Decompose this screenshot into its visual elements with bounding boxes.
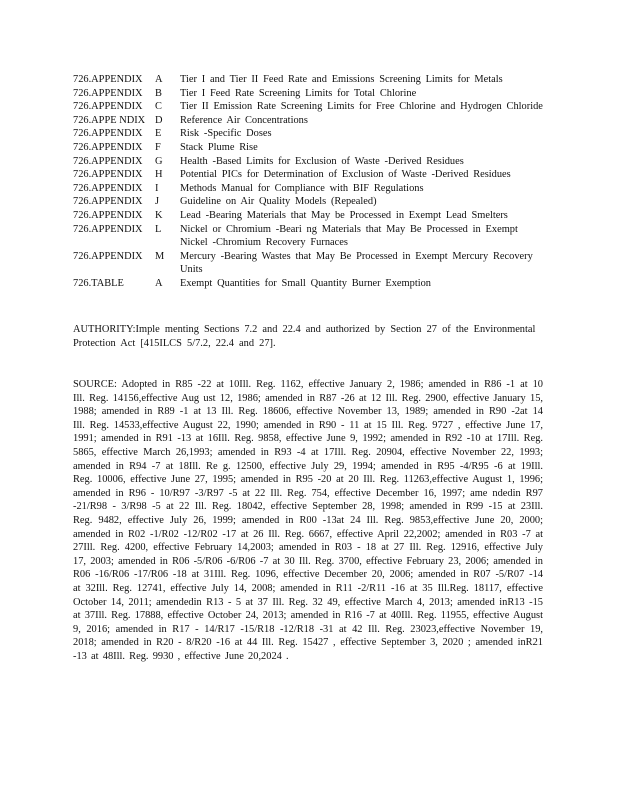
appendix-letter: J (155, 196, 160, 208)
appendix-title: Mercury -Bearing Wastes that May Be Processed in Exempt Mercury Recovery Units (180, 250, 533, 276)
appendix-letter: H (155, 169, 163, 181)
authority-note: AUTHORITY:Imple menting Sections 7.2 and 22.4 and authorized by Section 27 of the Environmental Protection Act [415ILCS 5/7.2, 22.4 and 27]. (73, 324, 536, 349)
appendix-part: 726.APPENDIX (73, 196, 143, 208)
appendix-letter: I (155, 182, 159, 194)
appendix-entry (73, 87, 543, 101)
appendix-part: 726.APPENDIX (73, 223, 143, 235)
appendix-title: Tier II Emission Rate Screening Limits for Free Chlorine and Hydrogen Chloride (180, 101, 543, 113)
appendix-part: 726.APPENDIX (73, 182, 143, 194)
appendix-entry (73, 141, 543, 155)
appendix-entry (73, 209, 543, 223)
appendix-title: Stack Plume Rise (180, 141, 258, 153)
appendix-part: 726.APPENDIX (73, 209, 143, 221)
appendix-entry (73, 277, 543, 291)
appendix-letter: C (155, 101, 162, 113)
appendix-title: Lead -Bearing Materials that May be Processed in Exempt Lead Smelters (180, 209, 508, 221)
appendix-letter: A (155, 277, 163, 289)
appendix-part: 726.APPENDIX (73, 155, 143, 167)
appendix-title: Exempt Quantities for Small Quantity Burner Exemption (180, 277, 431, 289)
appendix-letter: M (155, 250, 165, 262)
appendix-letter: B (155, 87, 162, 99)
appendix-entry (73, 182, 543, 196)
appendix-title: Tier I and Tier II Feed Rate and Emissions Screening Limits for Metals (180, 74, 503, 85)
appendix-part: 726.APPENDIX (73, 141, 143, 153)
appendix-title: Risk -Specific Doses (180, 128, 272, 140)
appendix-letter: F (155, 141, 161, 153)
appendix-letter: E (155, 128, 162, 140)
appendix-part: 726.APPENDIX (73, 128, 143, 140)
appendix-title: Potential PICs for Determination of Exclusion of Waste -Derived Residues (180, 169, 511, 181)
appendix-entry (73, 195, 543, 209)
appendix-title: Guideline on Air Quality Models (Repealed) (180, 196, 377, 208)
appendix-entry (73, 127, 543, 141)
appendix-letter: L (155, 223, 162, 235)
appendix-title: Tier I Feed Rate Screening Limits for Total Chlorine (180, 87, 417, 99)
appendix-entry (73, 100, 543, 114)
appendix-part: 726.APPENDIX (73, 74, 143, 85)
appendix-entry (73, 223, 543, 250)
appendix-title: Health -Based Limits for Exclusion of Waste -Derived Residues (180, 155, 464, 167)
appendix-title: Nickel or Chromium -Beari ng Materials that May Be Processed in Exempt Nickel -Chromium Recovery Furnaces (180, 223, 518, 249)
appendix-part: 726.APPENDIX (73, 169, 143, 181)
appendix-entry (73, 155, 543, 169)
appendix-title: Methods Manual for Compliance with BIF Regulations (180, 182, 424, 194)
appendix-part: 726.APPENDIX (73, 87, 143, 99)
appendix-letter: K (155, 209, 163, 221)
appendix-letter: A (155, 74, 163, 85)
appendix-entry (73, 168, 543, 182)
appendix-entry (73, 114, 543, 128)
appendix-letter: G (155, 155, 163, 167)
appendix-part: 726.APPE NDIX (73, 114, 146, 126)
source-note: SOURCE: Adopted in R85 -22 at 10Ill. Reg. 1162, effective January 2, 1986; amended in R86 -1 at 10 Ill. Reg. 14156,effective Aug ust 12, 1986; amended in R87 -26 at 12 Ill. Reg. 2900, effective January 15, 1988; amended in R89 -1 at 13 Ill. Reg. 18606, effective November 13, 1989; amended in R90 -2at 14 Ill. Reg. 14533,effective August 22, 1990; amended in R90 - 11 at 15 Ill. Reg. 9727 , effective June 17, 1991; amended in R91 -13 at 16Ill. Reg. 9858, effective June 9, 1992; amended in R92 -10 at 17Ill. Reg. 5865, effective March 26,1993; amended in R93 -4 at 17Ill. Reg. 20904, effective November 22, 1993; amended in R94 -7 at 18Ill. Re g. 12500, effective July 29, 1994; amended in R95 -4/R95 -6 at 19Ill. Reg. 10006, effective June 27, 1995; amended in R95 -20 at 20 Ill. Reg. 11263,effective August 1, 1996; amended in R96 - 10/R97 -3/R97 -5 at 22 Ill. Reg. 754, effective December 16, 1997; ame ndedin R97 -21/R98 - 3/R98 -5 at 22 Ill. Reg. 18042, effective September 28, 1998; amended in R99 -15 at 23Ill. Reg. 9482, effective July 26, 1999; amended in R00 -13at 24 Ill. Reg. 9853,effective June 20, 2000; amended in R02 -1/R02 -12/R02 -17 at 26 Ill. Reg. 6667, effective April 22,2002; amended in R03 -7 at 27Ill. Reg. 4200, effective February 14,2003; amended in R03 - 18 at 27 Ill. Reg. 12916, effective July 17, 2003; amended in R06 -5/R06 -6/R06 -7 at 30 Ill. Reg. 3700, effective February 23, 2006; amended in R06 -16/R06 -17/R06 -18 at 31Ill. Reg. 1096, effective December 20, 2006; amended in R07 -5/R07 -14 at 32Ill. Reg. 12741, effective July 14, 2008; amended in R11 -2/R11 -16 at 35 Ill.Reg. 18117, effective October 14, 2011; amendedin R13 - 5 at 37 Ill. Reg. 32 49, effective March 4, 2013; amended inR13 -15 at 37Ill. Reg. 17888, effective October 24, 2013; amended in R16 -7 at 40Ill. Reg. 11955, effective August 9, 2016; amended in R17 - 14/R17 -15/R18 -12/R18 -31 at 42 Ill. Reg. 23023,effective November 19, 2018; amended in R20 - 8/R20 -16 at 44 Ill. Reg. 15427 , effective September 3, 2020 ; amended inR21 -13 at 48Ill. Reg. 9930 , effective June 20,2024 . (73, 379, 543, 662)
appendix-letter: D (155, 114, 163, 126)
appendix-entry (73, 73, 543, 87)
appendix-part: 726.TABLE (73, 277, 124, 289)
appendix-entry (73, 250, 543, 277)
appendix-part: 726.APPENDIX (73, 101, 143, 113)
appendix-title: Reference Air Concentrations (180, 114, 308, 126)
appendix-list (73, 73, 543, 291)
appendix-part: 726.APPENDIX (73, 250, 143, 262)
